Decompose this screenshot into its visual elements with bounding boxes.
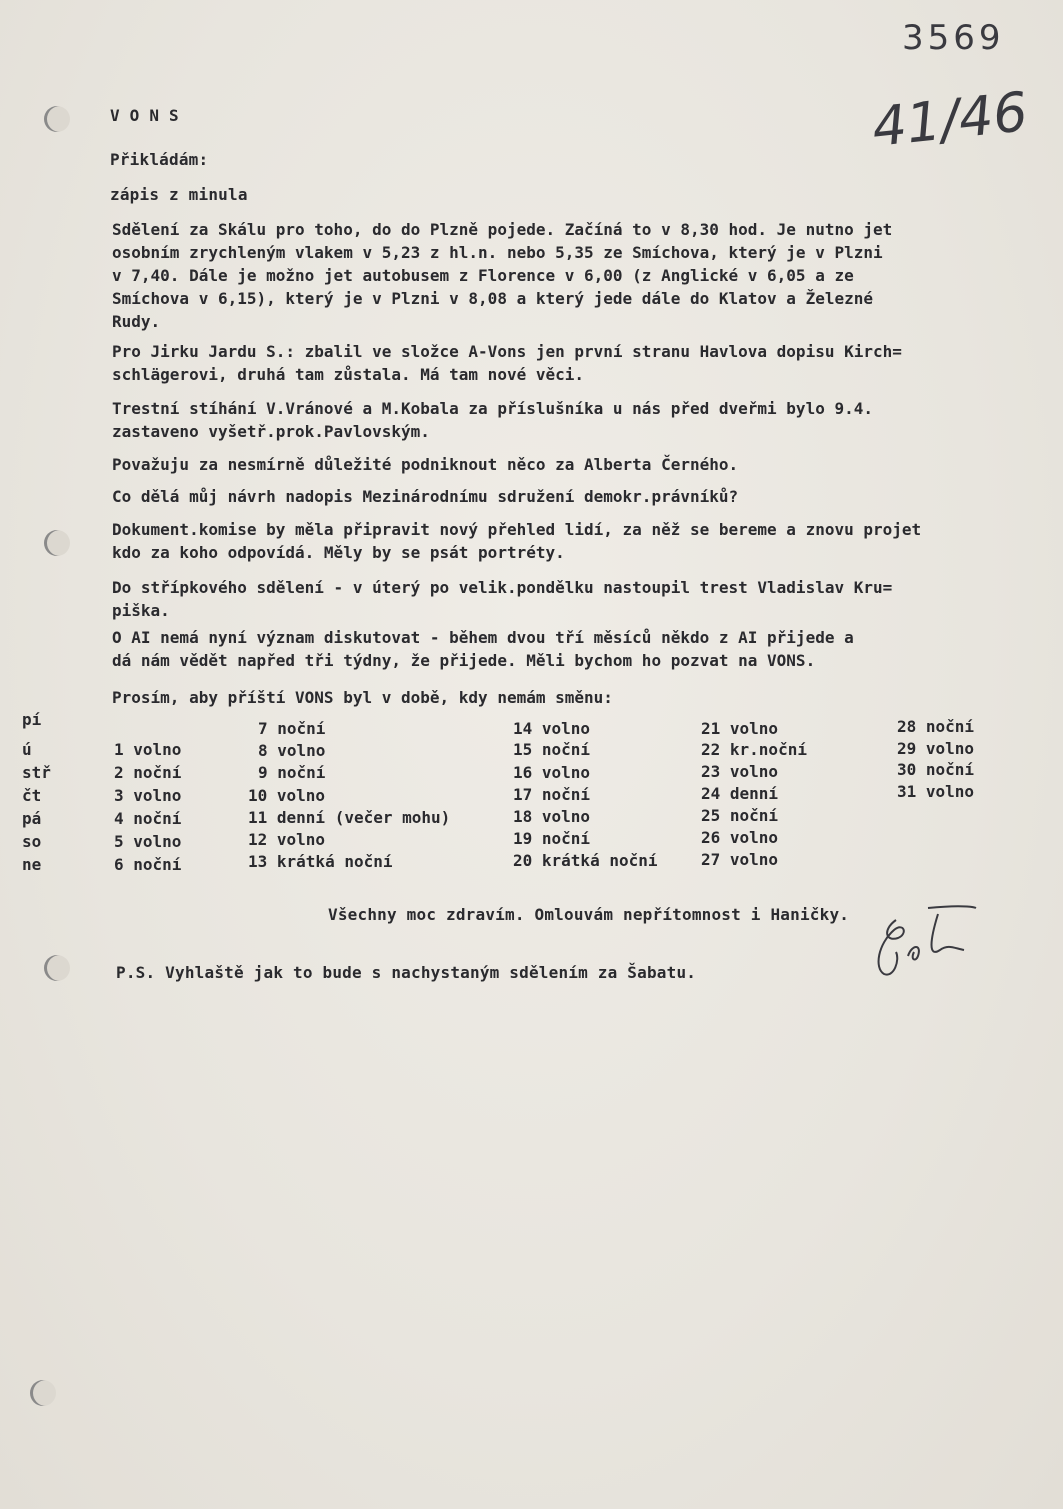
paragraph-letter <box>112 340 1042 386</box>
text-line: Trestní stíhání V.Vránové a M.Kobala za příslušníka u nás před dveřmi bylo 9.4. <box>112 399 873 418</box>
schedule-cell: 11 denní (večer mohu) <box>248 808 451 827</box>
punch-hole <box>44 955 70 981</box>
text-line: zastaveno vyšetř.prok.Pavlovským. <box>112 422 430 441</box>
punch-hole <box>44 106 70 132</box>
folio-mark: 41/46 <box>869 80 1031 159</box>
paragraph-commission <box>112 518 1042 564</box>
schedule-cell: 5 volno <box>114 832 182 851</box>
attachment-item: zápis z minula <box>110 185 248 204</box>
schedule-cell: 15 noční <box>513 740 591 759</box>
handwritten-signature <box>868 900 978 980</box>
schedule-cell: 26 volno <box>701 828 779 847</box>
schedule-cell: 2 noční <box>114 763 182 782</box>
text-line: Pro Jirku Jardu S.: zbalil ve složce A-Vons jen první stranu Havlova dopisu Kirch= <box>112 342 902 361</box>
schedule-cell: 19 noční <box>513 829 591 848</box>
text-line: osobním zrychleným vlakem v 5,23 z hl.n. nebo 5,35 ze Smíchova, který je v Plzni <box>112 243 883 262</box>
text-line: piška. <box>112 601 170 620</box>
punch-hole <box>30 1380 56 1406</box>
schedule-cell: 28 noční <box>897 717 975 736</box>
text-line: v 7,40. Dále je možno jet autobusem z Florence v 6,00 (z Anglické v 6,05 a ze <box>112 266 854 285</box>
schedule-cell: 30 noční <box>897 760 975 779</box>
schedule-cell: 24 denní <box>701 784 779 803</box>
text-line: Co dělá můj návrh nadopis Mezinárodnímu sdružení demokr.právníků? <box>112 487 739 506</box>
schedule-cell: 16 volno <box>513 763 591 782</box>
schedule-cell: 3 volno <box>114 786 182 805</box>
schedule-cell: 7 noční <box>258 719 326 738</box>
weekday-label: čt <box>22 786 42 805</box>
paragraph-proposal <box>112 485 1042 508</box>
attachment-label: Přikládám: <box>110 150 209 169</box>
paragraph-travel <box>112 218 1042 333</box>
text-line: Do střípkového sdělení - v úterý po velik.pondělku nastoupil trest Vladislav Kru= <box>112 578 893 597</box>
schedule-cell: 8 volno <box>258 741 326 760</box>
schedule-cell: 23 volno <box>701 762 779 781</box>
schedule-cell: 20 krátká noční <box>513 851 658 870</box>
schedule-cell: 17 noční <box>513 785 591 804</box>
schedule-cell: 25 noční <box>701 806 779 825</box>
text-line: Sdělení za Skálu pro toho, do do Plzně pojede. Začíná to v 8,30 hod. Je nutno jet <box>112 220 893 239</box>
weekday-label: stř <box>22 763 51 782</box>
schedule-cell: 13 krátká noční <box>248 852 393 871</box>
schedule-cell: 6 noční <box>114 855 182 874</box>
schedule-cell: 18 volno <box>513 807 591 826</box>
text-line: Považuju za nesmírně důležité podniknout něco za Alberta Černého. <box>112 455 739 474</box>
schedule-cell: 29 volno <box>897 739 975 758</box>
text-line: Prosím, aby příští VONS byl v době, kdy nemám směnu: <box>112 688 613 707</box>
weekday-label: ne <box>22 855 42 874</box>
paragraph-schedule-request <box>112 686 1042 709</box>
schedule-cell: 14 volno <box>513 719 591 738</box>
punch-hole <box>44 530 70 556</box>
weekday-label: pá <box>22 809 42 828</box>
schedule-cell: 12 volno <box>248 830 326 849</box>
postscript: P.S. Vyhlaště jak to bude s nachystaným sdělením za Šabatu. <box>116 963 697 982</box>
archive-number: 3569 <box>902 18 1005 58</box>
schedule-cell: 4 noční <box>114 809 182 828</box>
schedule-cell: 31 volno <box>897 782 975 801</box>
text-line: Rudy. <box>112 312 161 331</box>
text-line: schlägerovi, druhá tam zůstala. Má tam nové věci. <box>112 365 585 384</box>
paragraph-cerny <box>112 453 1042 476</box>
schedule-cell: 27 volno <box>701 850 779 869</box>
text-line: Smíchova v 6,15), který je v Plzni v 8,08 a který jede dále do Klatov a Železné <box>112 289 873 308</box>
paragraph-fragments <box>112 576 1042 622</box>
text-line: dá nám vědět napřed tři týdny, že přijede. Měli bychom ho pozvat na VONS. <box>112 651 816 670</box>
paragraph-ai <box>112 626 1042 672</box>
weekday-label: pí <box>22 710 42 729</box>
schedule-cell: 10 volno <box>248 786 326 805</box>
weekday-label: ú <box>22 740 32 759</box>
closing-line: Všechny moc zdravím. Omlouvám nepřítomnost i Haničky. <box>328 905 850 924</box>
text-line: kdo za koho odpovídá. Měly by se psát portréty. <box>112 543 565 562</box>
schedule-cell: 1 volno <box>114 740 182 759</box>
document-header: V O N S <box>110 106 179 125</box>
schedule-cell: 9 noční <box>258 763 326 782</box>
schedule-cell: 21 volno <box>701 719 779 738</box>
schedule-cell: 22 kr.noční <box>701 740 807 759</box>
text-line: O AI nemá nyní význam diskutovat - během dvou tří měsíců někdo z AI přijede a <box>112 628 854 647</box>
paragraph-prosecution <box>112 397 1042 443</box>
weekday-label: so <box>22 832 42 851</box>
text-line: Dokument.komise by měla připravit nový přehled lidí, za něž se bereme a znovu projet <box>112 520 922 539</box>
